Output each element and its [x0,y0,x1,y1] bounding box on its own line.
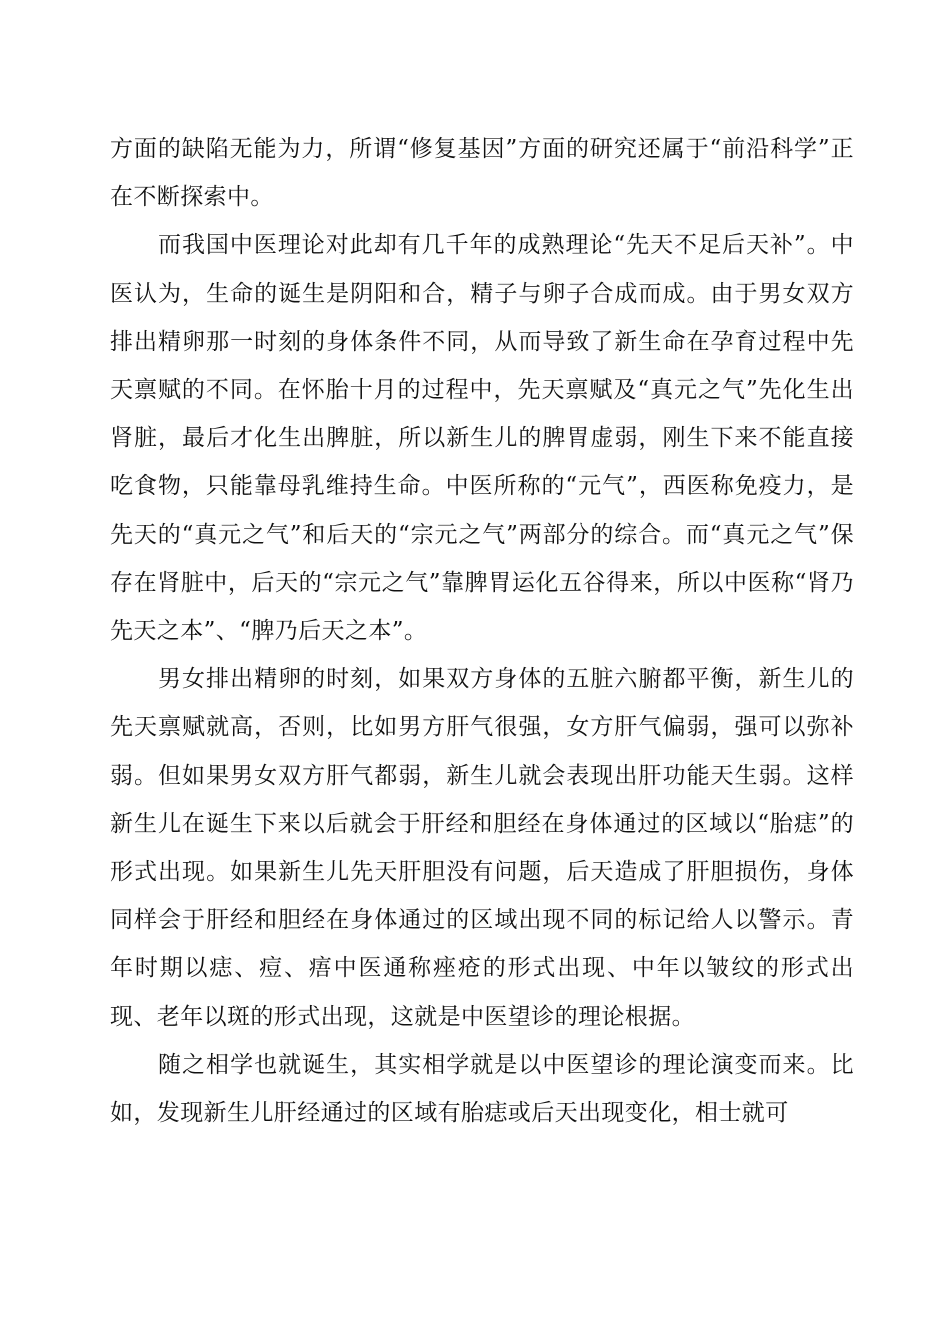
paragraph-3: 男女排出精卵的时刻，如果双方身体的五脏六腑都平衡，新生儿的先天禀赋就高，否则，比如男方肝气很强，女方肝气偏弱，强可以弥补弱。但如果男女双方肝气都弱，新生儿就会表现出肝功能天生弱。这样新生儿在诞生下来以后就会于肝经和胆经在身体通过的区域以“胎痣”的形式出现。如果新生儿先天肝胆没有问题，后天造成了肝胆损伤，身体同样会于肝经和胆经在身体通过的区域出现不同的标记给人以警示。青年时期以痣、痘、痦中医通称痤疮的形式出现、中年以皱纹的形式出现、老年以斑的形式出现，这就是中医望诊的理论根据。 [110,666,854,1030]
paragraph-1: 方面的缺陷无能为力，所谓“修复基因”方面的研究还属于“前沿科学”正在不断探索中。 [110,136,854,211]
paragraph-4: 随之相学也就诞生，其实相学就是以中医望诊的理论演变而来。比如，发现新生儿肝经通过的区域有胎痣或后天出现变化，相士就可 [110,1051,854,1127]
body-text [110,125,854,1137]
paragraph-2: 而我国中医理论对此却有几千年的成熟理论“先天不足后天补”。中医认为，生命的诞生是阴阳和合，精子与卵子合成而成。由于男女双方排出精卵那一时刻的身体条件不同，从而导致了新生命在孕育过程中先天禀赋的不同。在怀胎十月的过程中，先天禀赋及“真元之气”先化生出肾脏，最后才化生出脾脏，所以新生儿的脾胃虚弱，刚生下来不能直接吃食物，只能靠母乳维持生命。中医所称的“元气”，西医称免疫力，是先天的“真元之气”和后天的“宗元之气”两部分的综合。而“真元之气”保存在肾脏中，后天的“宗元之气”靠脾胃运化五谷得来，所以中医称“肾乃先天之本”、“脾乃后天之本”。 [110,232,854,645]
